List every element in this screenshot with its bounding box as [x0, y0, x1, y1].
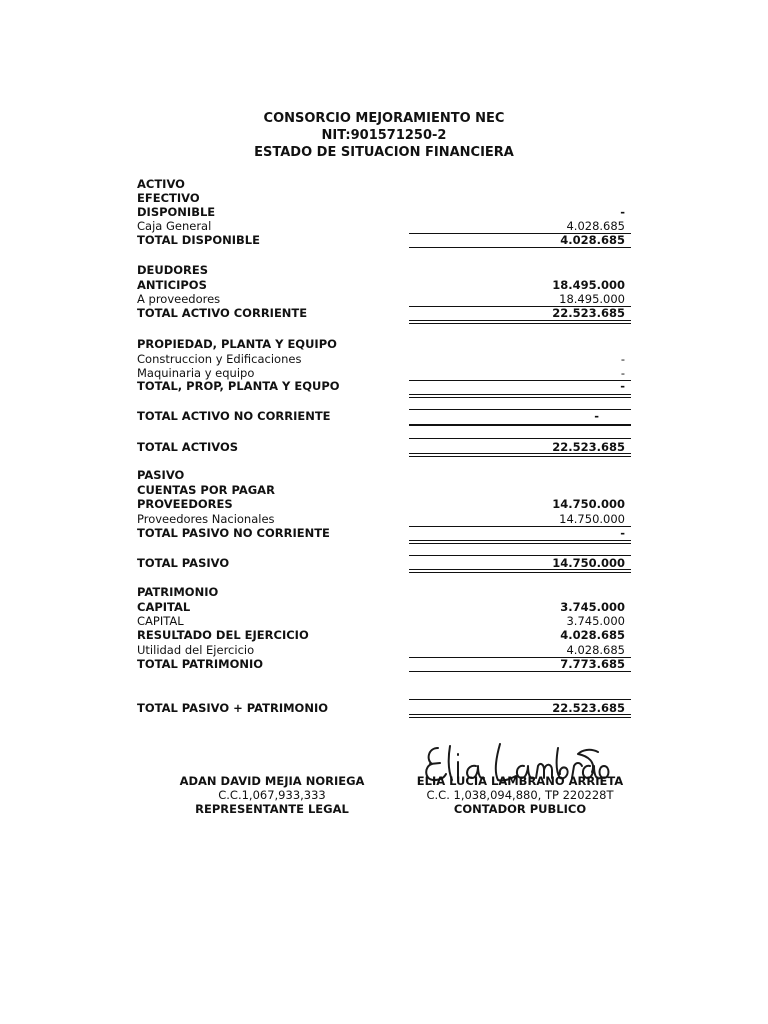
underline [409, 438, 631, 439]
row-proveedores [137, 497, 629, 511]
right-signer-id: C.C. 1,038,094,880, TP 220228T [426, 788, 614, 802]
underline [409, 699, 631, 700]
left-signer-role: REPRESENTANTE LEGAL [195, 802, 349, 816]
underline [409, 714, 631, 715]
row-maquinaria [137, 366, 629, 380]
underline [409, 397, 631, 398]
underline [409, 717, 631, 718]
row-value: 22.523.685 [552, 701, 625, 715]
section-patrimonio [137, 585, 629, 599]
row-value: 14.750.000 [559, 512, 625, 526]
underline [409, 453, 631, 454]
row-label: RESULTADO DEL EJERCICIO [137, 628, 309, 642]
row-total-pasivo-no-corriente [137, 526, 629, 540]
row-value: - [620, 366, 625, 380]
row-label: DISPONIBLE [137, 205, 216, 219]
row-anticipos [137, 278, 629, 292]
left-signer-id: C.C.1,067,933,333 [218, 788, 326, 802]
row-total-activo-corriente [137, 306, 629, 320]
document-title: ESTADO DE SITUACION FINANCIERA [254, 145, 514, 160]
row-label: CAPITAL [137, 614, 184, 628]
row-label: Utilidad del Ejercicio [137, 643, 255, 657]
row-capital-header [137, 600, 629, 614]
right-signer-role: CONTADOR PUBLICO [453, 802, 587, 816]
underline [409, 247, 631, 248]
row-value: 3.745.000 [560, 600, 625, 614]
row-label: TOTAL PASIVO NO CORRIENTE [137, 526, 330, 540]
underline [409, 456, 631, 457]
row-label: TOTAL ACTIVOS [137, 440, 239, 454]
row-capital [137, 614, 629, 628]
row-label: TOTAL PASIVO [137, 556, 230, 570]
row-total-pasivo [137, 556, 629, 570]
section-pasivo [137, 468, 629, 482]
row-label: A proveedores [137, 292, 221, 306]
section-ppe [137, 337, 629, 351]
row-label: CUENTAS POR PAGAR [137, 483, 275, 497]
row-label: ACTIVO [137, 177, 185, 191]
row-value: 18.495.000 [559, 292, 625, 306]
section-deudores [137, 263, 629, 277]
row-value: 4.028.685 [566, 219, 625, 233]
row-label: TOTAL DISPONIBLE [137, 233, 260, 247]
row-value: - [620, 352, 625, 366]
row-value: 4.028.685 [566, 643, 625, 657]
row-construccion [137, 352, 629, 366]
row-disponible [137, 205, 629, 219]
underline [409, 394, 631, 395]
row-total-pasivo-patrimonio [137, 701, 629, 715]
row-label: CAPITAL [137, 600, 191, 614]
row-value: - [620, 379, 625, 393]
underline [409, 320, 631, 321]
row-label: TOTAL ACTIVO NO CORRIENTE [137, 409, 331, 423]
section-activo [137, 177, 629, 191]
row-label: PROVEEDORES [137, 497, 233, 511]
section-cuentas-por-pagar [137, 483, 629, 497]
row-total-activo-no-corriente [137, 409, 629, 423]
row-value: 7.773.685 [560, 657, 625, 671]
row-resultado-ejercicio [137, 628, 629, 642]
company-name: CONSORCIO MEJORAMIENTO NEC [263, 111, 505, 126]
row-label: TOTAL, PROP, PLANTA Y EQUPO [137, 379, 340, 393]
row-value: 4.028.685 [560, 628, 625, 642]
row-caja-general [137, 219, 629, 233]
section-efectivo [137, 191, 629, 205]
underline [409, 543, 631, 544]
row-value: - [594, 409, 599, 423]
underline [409, 569, 631, 570]
row-label: Proveedores Nacionales [137, 512, 275, 526]
underline [409, 671, 631, 672]
row-total-ppe [137, 379, 629, 393]
row-label: TOTAL PASIVO + PATRIMONIO [137, 701, 329, 715]
row-label: EFECTIVO [137, 191, 200, 205]
row-value: 18.495.000 [552, 278, 625, 292]
row-label: PROPIEDAD, PLANTA Y EQUIPO [137, 337, 337, 351]
row-label: TOTAL ACTIVO CORRIENTE [137, 306, 308, 320]
row-value: 14.750.000 [552, 556, 625, 570]
company-nit: NIT:901571250-2 [321, 128, 447, 143]
underline [409, 572, 631, 573]
row-value: 22.523.685 [552, 440, 625, 454]
left-signer-name: ADAN DAVID MEJIA NORIEGA [179, 774, 365, 788]
row-value: 4.028.685 [560, 233, 625, 247]
underline [409, 424, 631, 426]
row-label: ANTICIPOS [137, 278, 207, 292]
row-a-proveedores [137, 292, 629, 306]
row-total-patrimonio [137, 657, 629, 671]
row-value: 14.750.000 [552, 497, 625, 511]
row-label: Construccion y Edificaciones [137, 352, 302, 366]
row-label: PATRIMONIO [137, 585, 219, 599]
row-total-disponible [137, 233, 629, 247]
row-value: - [620, 205, 625, 219]
row-label: DEUDORES [137, 263, 209, 277]
underline [409, 540, 631, 541]
row-label: Caja General [137, 219, 212, 233]
row-utilidad-ejercicio [137, 643, 629, 657]
row-proveedores-nacionales [137, 512, 629, 526]
row-value: 22.523.685 [552, 306, 625, 320]
row-total-activos [137, 440, 629, 454]
row-label: Maquinaria y equipo [137, 366, 255, 380]
row-value: - [620, 526, 625, 540]
row-label: TOTAL PATRIMONIO [137, 657, 264, 671]
right-signer-name: ELIA LUCIA LAMBRANO ARRIETA [416, 774, 624, 788]
underline [409, 323, 631, 324]
row-label: PASIVO [137, 468, 185, 482]
row-value: 3.745.000 [566, 614, 625, 628]
